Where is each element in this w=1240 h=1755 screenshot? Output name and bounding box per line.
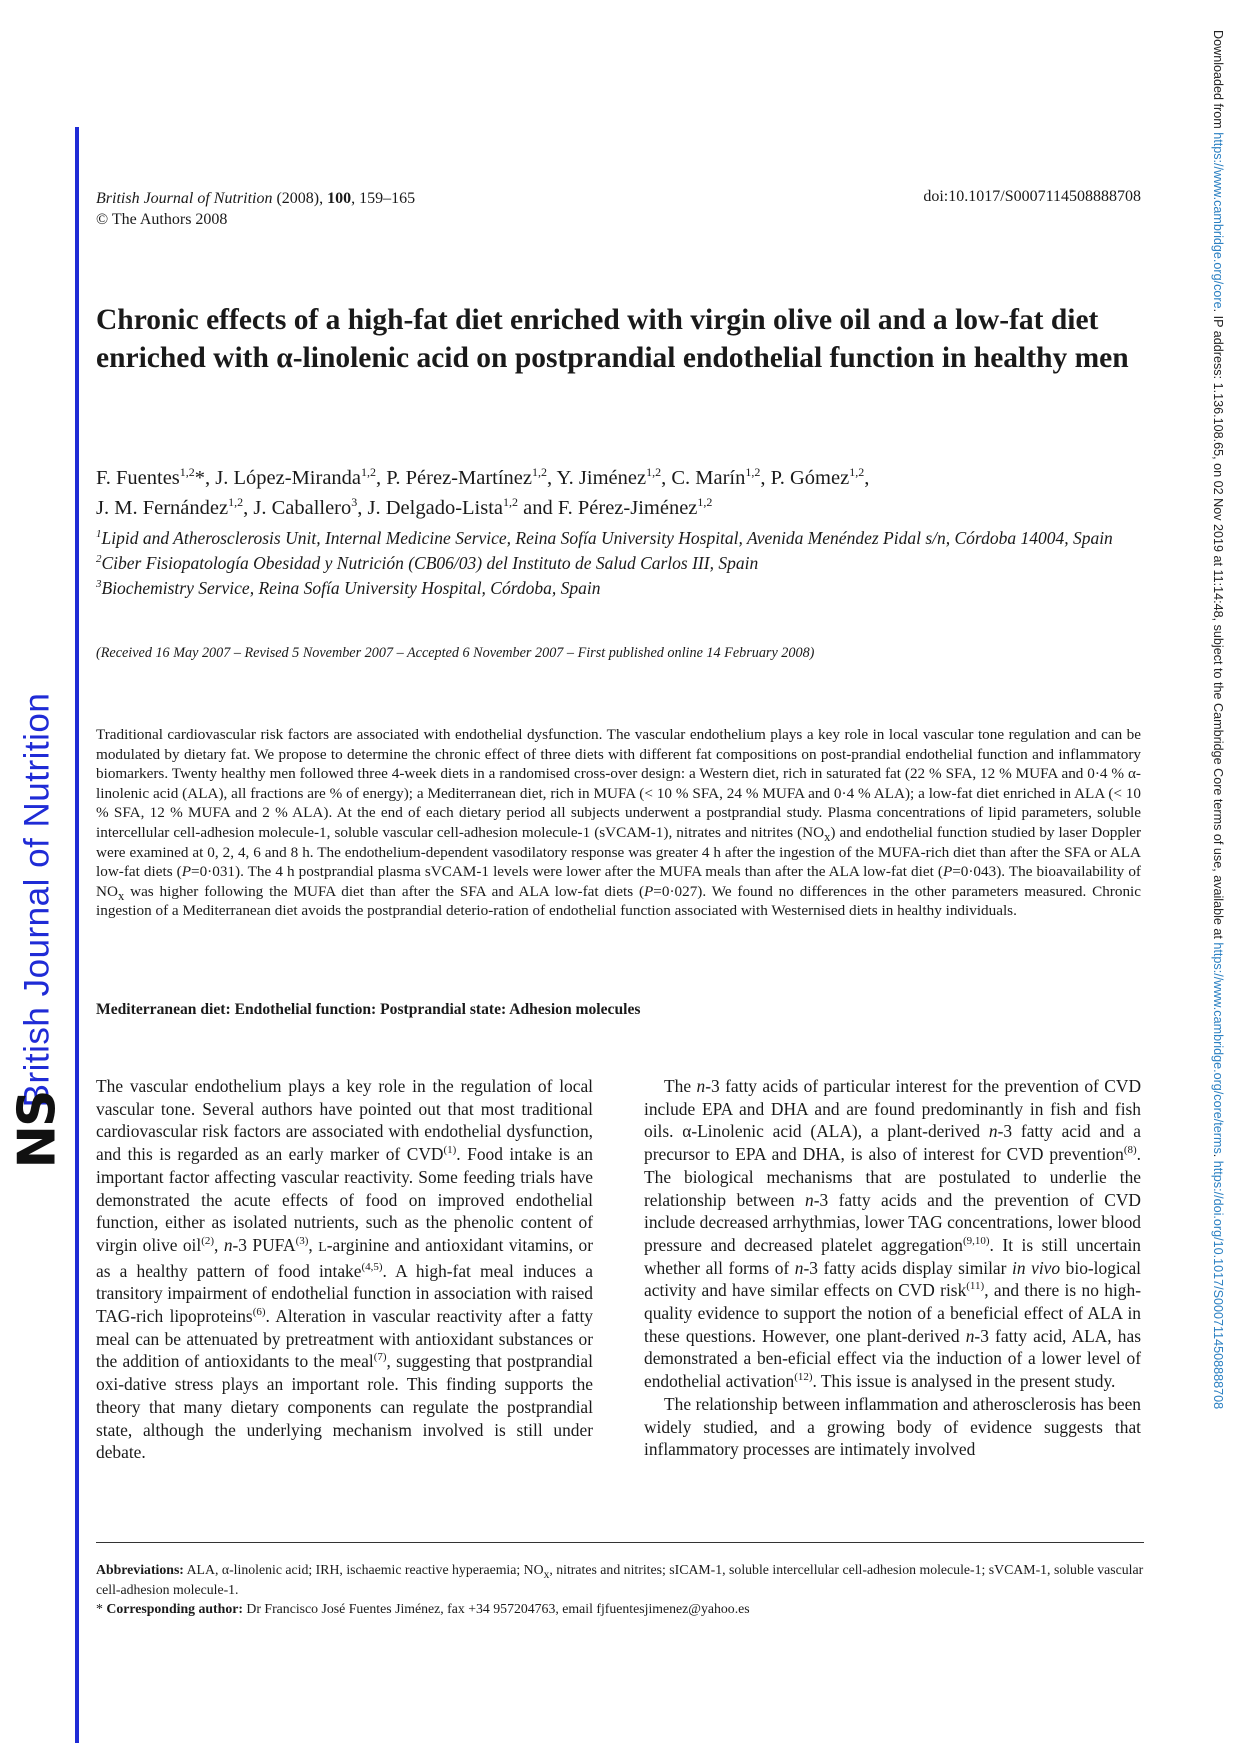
author: J. M. Fernández$^{1,2}$: [96, 495, 244, 519]
author: C. Marín$^{1,2}$: [671, 465, 761, 489]
body-column-left: [96, 1075, 593, 1464]
intro-paragraph-2: The n-3 fatty acids of particular interest for the prevention of CVD include EPA and DHA and are found predominantly in fish and fish oils. α-Linolenic acid (ALA), a plant-derived n-3 fatty acid and a precursor to EPA and DHA, is also of interest for CVD prevention$^{(8)}$. The biological mechanisms that are postulated to underlie the relationship between n-3 fatty acids and the prevention of CVD include decreased arrhythmias, lower TAG concentrations, lower blood pressure and decreased platelet aggregation$^{(9,10)}$. It is still uncertain whether all forms of n-3 fatty acids display similar in vivo bio-logical activity and have similar effects on CVD risk$^{(11)}$, and there is no high-quality evidence to support the notion of a beneficial effect of ALA in these questions. However, one plant-derived n-3 fatty acid, ALA, has demonstrated a ben-eficial effect via the induction of a lower level of endothelial activation$^{(12)}$. This issue is analysed in the present study.: [644, 1076, 1142, 1392]
download-note: Downloaded from https://www.cambridge.org/core. IP address: 1.136.108.65, on 02 Nov 2019 at 11:14:48, subject to the Cambridge Core terms of use, available at https://www.cambridge.org/core/terms. https://doi.org/10.1017/S0007114508888708: [1211, 30, 1225, 1410]
journal-blue-rule: [75, 127, 79, 1743]
author: J. Delgado-Lista$^{1,2}$: [367, 495, 519, 519]
author: P. Gómez$^{1,2}$: [770, 465, 865, 489]
copyright: © The Authors 2008: [96, 211, 228, 228]
side-journal-name: British Journal of Nutrition: [17, 692, 57, 1108]
abbreviations-footnote: Abbreviations: ALA, α-linolenic acid; IRH, ischaemic reactive hyperaemia; $NO_x$, nitrates and nitrites; sICAM-1, soluble intercellular cell-adhesion molecule-1; sVCAM-1, soluble vascular cell-adhesion molecule-1.: [96, 1562, 1144, 1597]
journal-citation: British Journal of Nutrition (2008), 100, 159–165 © The Authors 2008: [96, 190, 416, 228]
abstract: Traditional cardiovascular risk factors are associated with endothelial dysfunction. The vascular endothelium plays a key role in local vascular tone regulation and can be modulated by dietary fat. We propose to determine the chronic effect of three diets with different fat compositions on post-prandial endothelial function and inflammatory biomarkers. Twenty healthy men followed three 4-week diets in a randomised cross-over design: a Western diet, rich in saturated fat (22 % SFA, 12 % MUFA and 0·4 % α-linolenic acid (ALA), all fractions are % of energy); a Mediterranean diet, rich in MUFA (< 10 % SFA, 24 % MUFA and 0·4 % ALA); a low-fat diet enriched in ALA (< 10 % SFA, 12 % MUFA and 2 % ALA). At the end of each dietary period all subjects underwent a postprandial study. Plasma concentrations of lipid parameters, soluble intercellular cell-adhesion molecule-1, soluble vascular cell-adhesion molecule-1 (sVCAM-1), nitrates and nitrites $(NO_x)$ and endothelial function studied by laser Doppler were examined at 0, 2, 4, 6 and 8 h. The endothelium-dependent vasodilatory response was greater 4 h after the ingestion of the MUFA-rich diet than after the SFA or ALA low-fat diets (P=0·031). The 4 h postprandial plasma sVCAM-1 levels were lower after the MUFA meals than after the ALA low-fat diet (P=0·043). The bioavailability of $NO_x$ was higher following the MUFA diet than after the SFA and ALA low-fat diets (P=0·027). We found no differences in the other parameters measured. Chronic ingestion of a Mediterranean diet avoids the postprandial deterio-ration of endothelial function associated with Westernised diets in healthy individuals.: [96, 726, 1142, 920]
affiliations: [96, 526, 1156, 601]
doi: doi:10.1017/S0007114508888708: [923, 188, 1141, 205]
intro-paragraph-1: The vascular endothelium plays a key role in the regulation of local vascular tone. Several authors have pointed out that most traditional cardiovascular risk factors are associated with endothelial dysfunction, and this is regarded as an early marker of CVD$^{(1)}$. Food intake is an important factor affecting vascular reactivity. Some feeding trials have demonstrated the acute effects of food on improved endothelial function, either as isolated nutrients, such as the phenolic content of virgin olive oil$^{(2)}$, n-3 PUFA$^{(3)}$, L-arginine and antioxidant vitamins, or as a healthy pattern of food intake$^{(4,5)}$. A high-fat meal induces a transitory impairment of endothelial function in association with raised TAG-rich lipoproteins$^{(6)}$. Alteration in vascular reactivity after a fatty meal can be attenuated by pretreatment with antioxidant substances or the addition of antioxidants to the meal$^{(7)}$, suggesting that postprandial oxi-dative stress plays an important role. This finding supports the theory that many dietary components can regulate the postprandial state, although the underlying mechanism involved is still under debate.: [96, 1076, 593, 1463]
article-title: Chronic effects of a high-fat diet enriched with virgin olive oil and a low-fat diet enriched with α-linolenic acid on postprandial endothelial function in healthy men: [96, 304, 1129, 374]
author: P. Pérez-Martínez$^{1,2}$: [386, 465, 548, 489]
cambridge-core-link[interactable]: https://www.cambridge.org/core: [1211, 132, 1225, 309]
affiliation: $^3$Biochemistry Service, Reina Sofía University Hospital, Córdoba, Spain: [96, 578, 601, 598]
affiliation: $^2$Ciber Fisiopatología Obesidad y Nutrición (CB06/03) del Instituto de Salud Carlos III, Spain: [96, 553, 759, 573]
received-dates: (Received 16 May 2007 – Revised 5 November 2007 – Accepted 6 November 2007 – First published online 14 February 2008): [96, 645, 815, 661]
corresponding-author-footnote: * Corresponding author: Dr Francisco José Fuentes Jiménez, fax +34 957204763, email fjfuentesjimenez@yahoo.es: [96, 1601, 750, 1616]
author-list: F. Fuentes$^{1,2}$*, J. López-Miranda$^{1,2}$, P. Pérez-Martínez$^{1,2}$, Y. Jiménez$^{1,2}$, C. Marín$^{1,2}$, P. Gómez$^{1,2}$, J. M. Fernández$^{1,2}$, J. Caballero$^3$, J. Delgado-Lista$^{1,2}$ and F. Pérez-Jiménez$^{1,2}$: [96, 465, 870, 519]
doi-link[interactable]: https://doi.org/10.1017/S0007114508888708: [1211, 1160, 1225, 1410]
ns-logo: [7, 1090, 68, 1170]
ns-logo-text: NS: [7, 1091, 68, 1169]
footnotes: [96, 1560, 1144, 1619]
cambridge-terms-link[interactable]: https://www.cambridge.org/core/terms: [1211, 942, 1225, 1154]
side-journal-banner: [12, 690, 62, 1110]
author: F. Fuentes$^{1,2}$*: [96, 465, 206, 489]
keywords: Mediterranean diet: Endothelial function: Postprandial state: Adhesion molecules: [96, 1001, 641, 1018]
body-column-right: [644, 1075, 1141, 1461]
footnote-divider: [96, 1542, 1144, 1543]
intro-paragraph-3: The relationship between inflammation and atherosclerosis has been widely studied, and a growing body of evidence suggests that inflammatory processes are intimately involved: [644, 1393, 1141, 1460]
author: J. Caballero$^3$: [253, 495, 358, 519]
author: J. López-Miranda$^{1,2}$: [215, 465, 377, 489]
author: Y. Jiménez$^{1,2}$: [556, 465, 662, 489]
author: F. Pérez-Jiménez$^{1,2}$: [557, 495, 713, 519]
affiliation: $^1$Lipid and Atherosclerosis Unit, Internal Medicine Service, Reina Sofía University Hospital, Avenida Menéndez Pidal s/n, Córdoba 14004, Spain: [96, 528, 1113, 548]
